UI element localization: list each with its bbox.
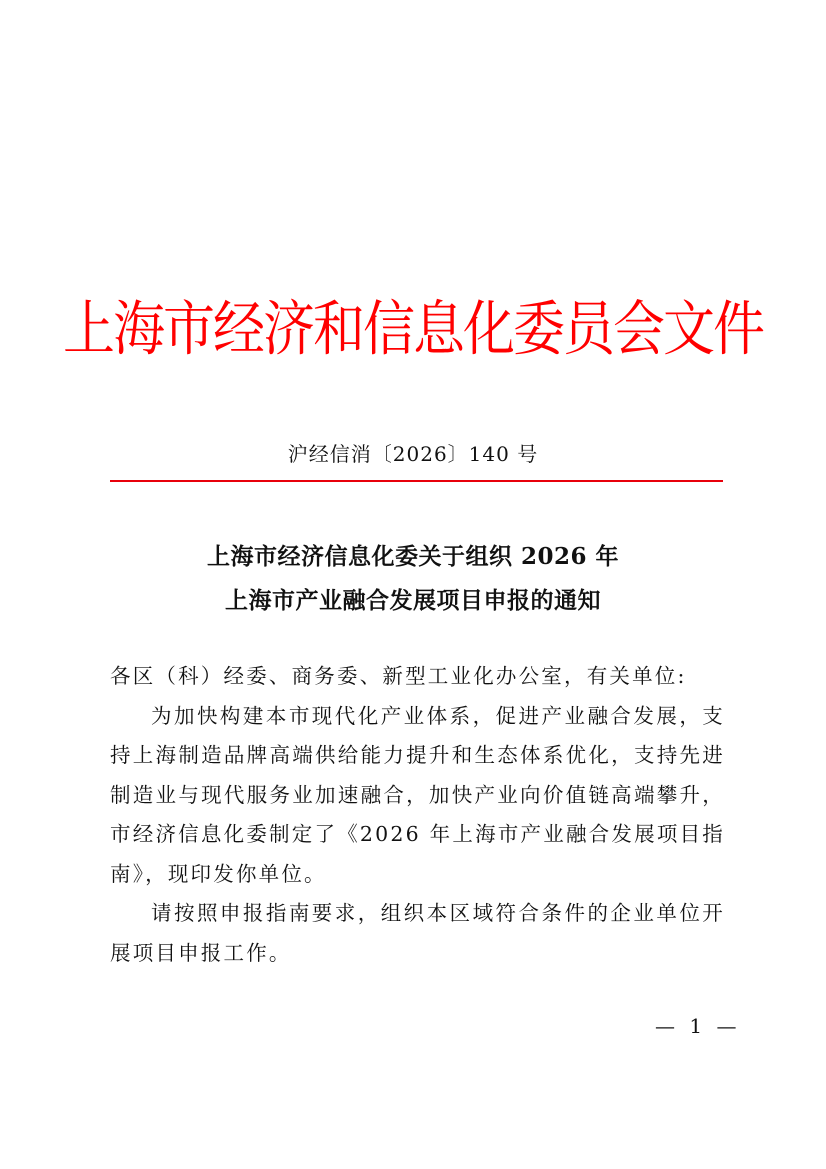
salutation: 各区（科）经委、商务委、新型工业化办公室，有关单位:	[110, 664, 687, 688]
notice-title-line-1: 上海市经济信息化委关于组织 2026 年	[206, 543, 620, 570]
notice-title-line-2: 上海市产业融合发展项目申报的通知	[225, 587, 601, 614]
notice-title	[0, 535, 826, 623]
notice-body	[110, 657, 725, 973]
red-divider	[110, 480, 723, 482]
page-number: — 1 —	[655, 1014, 741, 1038]
body-paragraph: 请按照申报指南要求，组织本区域符合条件的企业单位开展项目申报工作。	[110, 901, 725, 965]
document-number: 沪经信消〔2026〕140 号	[287, 442, 539, 466]
masthead-title: 上海市经济和信息化委员会文件	[62, 295, 763, 365]
body-paragraph: 为加快构建本市现代化产业体系，促进产业融合发展，支持上海制造品牌高端供给能力提升和生态体系优化，支持先进制造业与现代服务业加速融合，加快产业向价值链高端攀升，市经济信息化委制定了《2026 年上海市产业融合发展项目指南》，现印发你单位。	[110, 703, 725, 886]
